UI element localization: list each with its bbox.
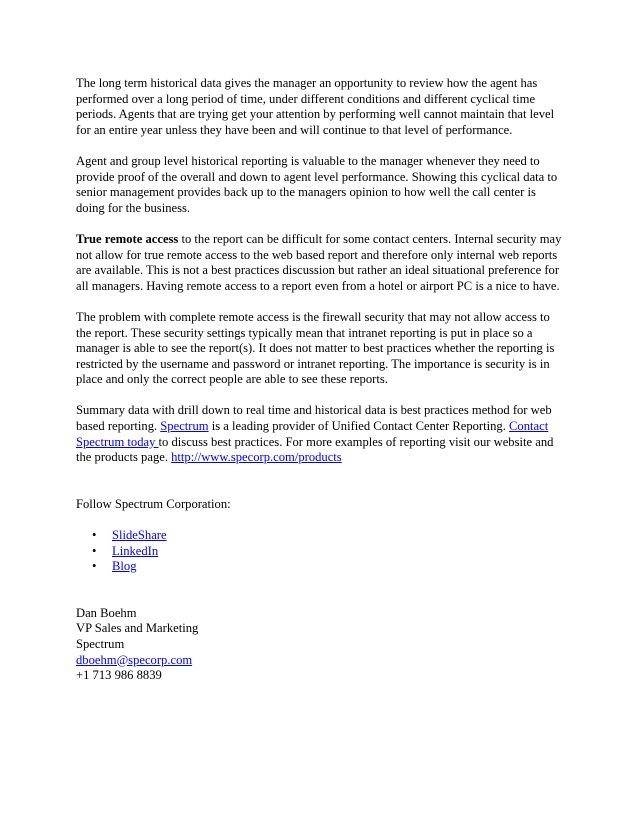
list-item-linkedin bbox=[76, 544, 566, 560]
remote-access-text: to the report can be difficult for some contact centers. Internal security may not allow for true remote access to the web based report and therefore only internal web reports are available. This is not a best practices discussion but rather an ideal situational preference for all managers. Having remote access to a report even from a hotel or airport PC is a nice to have. bbox=[76, 231, 562, 293]
linkedin-link[interactable]: LinkedIn bbox=[112, 543, 159, 558]
follow-heading: Follow Spectrum Corporation: bbox=[76, 496, 231, 511]
summary-text-c: to discuss best practices. For more examples of reporting visit our website and the products page. bbox=[76, 434, 554, 465]
bullet-icon: • bbox=[92, 559, 97, 574]
remote-access-heading: True remote access bbox=[76, 231, 179, 246]
signature-name: Dan Boehm bbox=[76, 605, 137, 620]
list-item-slideshare bbox=[76, 528, 566, 544]
summary-text-a: Summary data with drill down to real time and historical data is best practices method for web based reporting. bbox=[76, 403, 552, 434]
blog-link[interactable]: Blog bbox=[112, 559, 137, 574]
contact-spectrum-link[interactable]: Contact Spectrum today bbox=[76, 419, 549, 449]
list-item-blog bbox=[76, 559, 566, 575]
products-url-link[interactable]: http://www.specorp.com/products bbox=[171, 450, 342, 465]
paragraph-summary-data bbox=[76, 403, 566, 465]
paragraph-firewall-security: The problem with complete remote access is the firewall security that may not allow access to the report. These security settings typically mean that intranet reporting is put in place so a manager is able to see the report(s). It does not matter to best practices whether the reporting is restricted by the username and password or intranet reporting. The importance is security is in place and only the correct people are able to see these reports. bbox=[76, 309, 555, 387]
signature-block bbox=[76, 606, 566, 684]
spectrum-link[interactable]: Spectrum bbox=[160, 419, 209, 434]
summary-text-b: is a leading provider of Unified Contact Center Reporting. bbox=[208, 419, 510, 434]
slideshare-link[interactable]: SlideShare bbox=[112, 528, 167, 543]
signature-email-link[interactable]: dboehm@specorp.com bbox=[76, 652, 193, 667]
paragraph-agent-group-reporting: Agent and group level historical reporting is valuable to the manager whenever they need to provide proof of the overall and down to agent level performance. Showing this cyclical data to senior management provides back up to the managers opinion to how well the call center is doing for the business. bbox=[76, 153, 558, 215]
bullet-icon: • bbox=[92, 543, 97, 558]
paragraph-long-term-historical: The long term historical data gives the manager an opportunity to review how the agent has performed over a long period of time, under different conditions and different cyclical time periods. Agents that are trying get your attention by performing well cannot maintain that level for an entire year unless they have been and will continue to that level of performance. bbox=[76, 76, 555, 137]
document-page bbox=[76, 76, 566, 684]
social-links-list bbox=[76, 528, 566, 575]
signature-company: Spectrum bbox=[76, 637, 125, 651]
paragraph-remote-access bbox=[76, 232, 566, 294]
bullet-icon: • bbox=[92, 528, 97, 543]
signature-title: VP Sales and Marketing bbox=[76, 621, 199, 636]
signature-phone: +1 713 986 8839 bbox=[76, 668, 162, 683]
